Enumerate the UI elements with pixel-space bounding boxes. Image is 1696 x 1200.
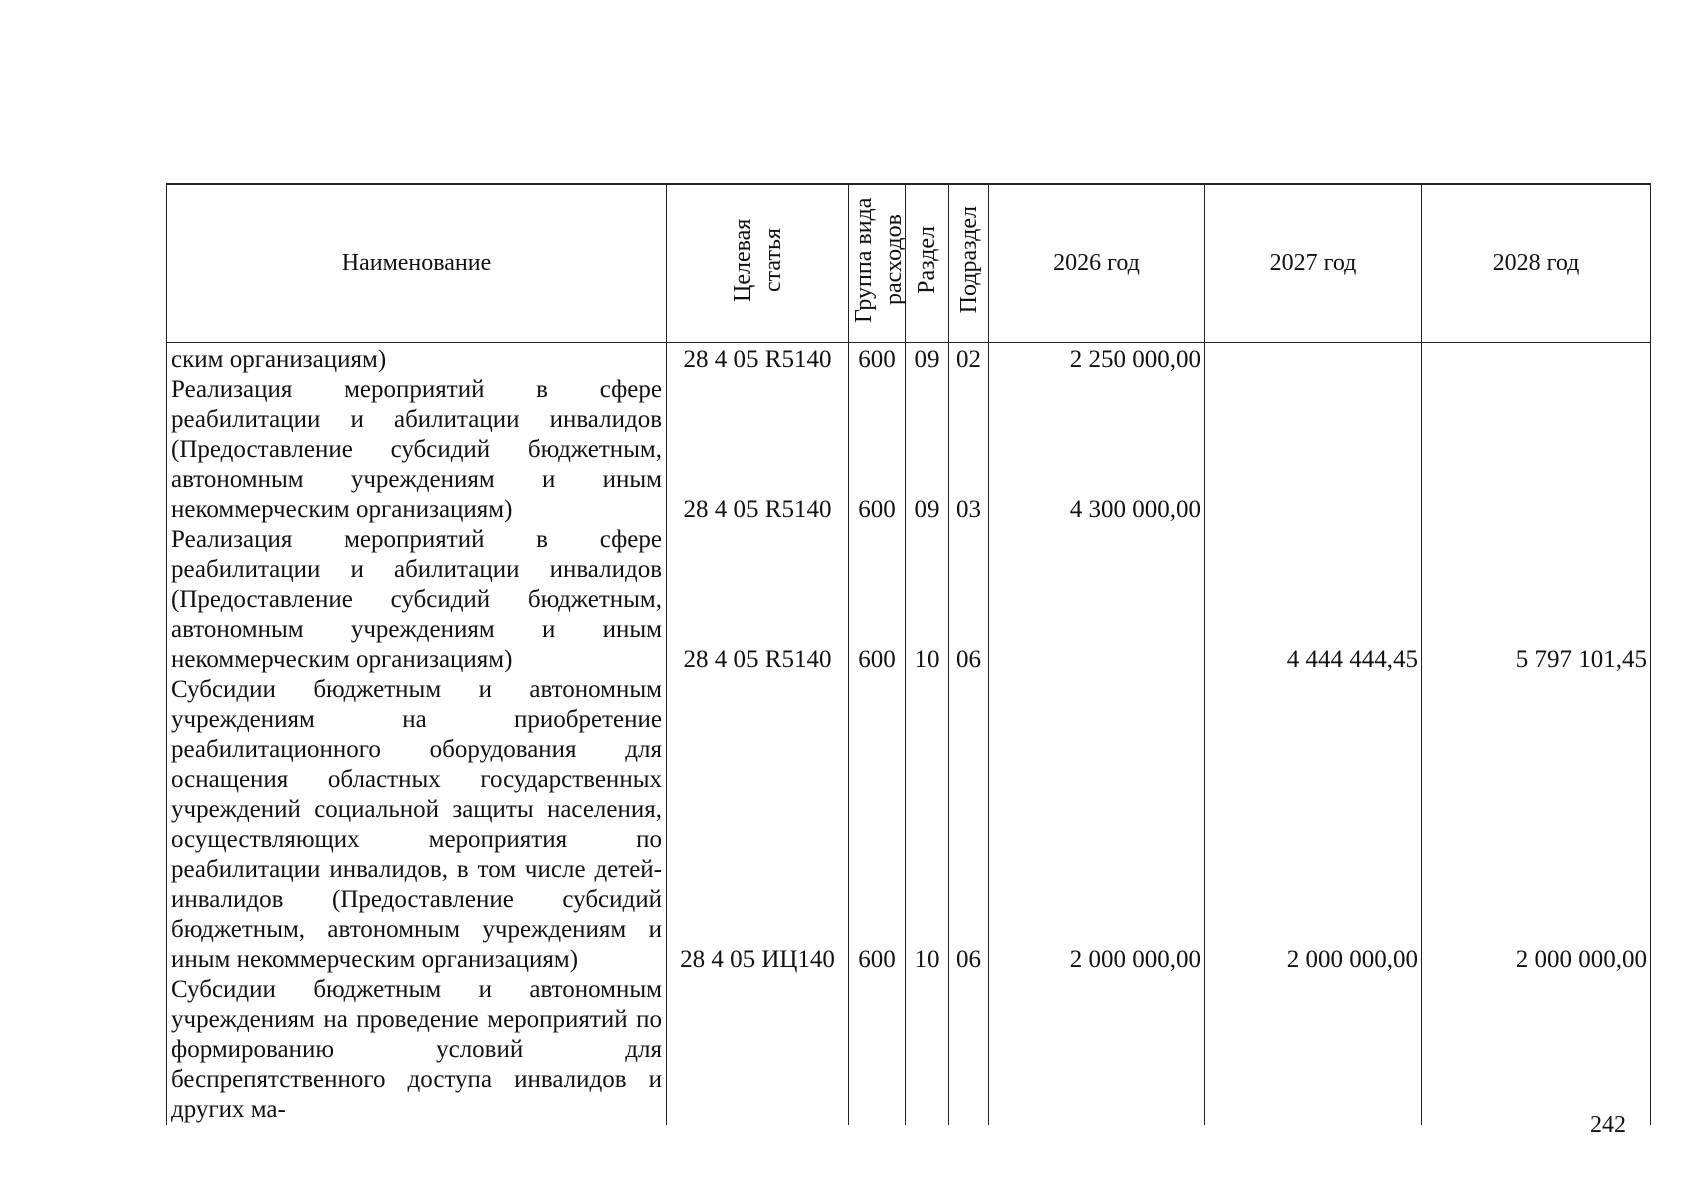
row-expense-group: 600 <box>849 675 906 975</box>
row-name: Субсидии бюджетным и автономным учреждениям на проведение мероприятий по формированию условий для беспрепятственного доступа инвалидов и других ма- <box>167 975 667 1125</box>
table-row <box>167 675 1651 975</box>
row-expense-group: 600 <box>849 375 906 525</box>
row-subsection: 06 <box>949 675 989 975</box>
header-row <box>167 184 1651 343</box>
row-section <box>906 975 949 1125</box>
row-name: Реализация мероприятий в сфере реабилитации и абилитации инвалидов (Предоставление субсидий бюджетным, автономным учреждениям и иным некоммерческим организациям) <box>167 375 667 525</box>
row-expense-group: 600 <box>849 343 906 376</box>
row-2026: 4 300 000,00 <box>989 375 1205 525</box>
header-2028: 2028 год <box>1422 184 1651 343</box>
row-2026 <box>989 525 1205 675</box>
budget-table <box>166 183 1651 1125</box>
row-2028 <box>1422 375 1651 525</box>
table-row <box>167 375 1651 525</box>
row-name: Субсидии бюджетным и автономным учреждениям на приобретение реабилитационного оборудования для оснащения областных государственных учреждений социальной защиты населения, осуществляющих мероприятия по реабилитации инвалидов, в том числе детей-инвалидов (Предоставление субсидий бюджетным, автономным учреждениям и иным некоммерческим организациям) <box>167 675 667 975</box>
row-2028 <box>1422 975 1651 1125</box>
row-2027: 2 000 000,00 <box>1205 675 1422 975</box>
row-section: 09 <box>906 343 949 376</box>
header-2027: 2027 год <box>1205 184 1422 343</box>
row-2026 <box>989 975 1205 1125</box>
row-subsection <box>949 975 989 1125</box>
row-target-article <box>667 975 849 1125</box>
row-expense-group: 600 <box>849 525 906 675</box>
table-row <box>167 343 1651 376</box>
row-target-article: 28 4 05 R5140 <box>667 525 849 675</box>
row-target-article: 28 4 05 ИЦ140 <box>667 675 849 975</box>
row-section: 10 <box>906 525 949 675</box>
row-target-article: 28 4 05 R5140 <box>667 375 849 525</box>
table-row <box>167 525 1651 675</box>
row-subsection: 06 <box>949 525 989 675</box>
header-2026: 2026 год <box>989 184 1205 343</box>
row-name: ским организациям) <box>167 343 667 376</box>
row-2026: 2 000 000,00 <box>989 675 1205 975</box>
row-expense-group <box>849 975 906 1125</box>
header-subsection: Подраздел <box>949 184 989 343</box>
row-2027 <box>1205 975 1422 1125</box>
row-2028: 2 000 000,00 <box>1422 675 1651 975</box>
row-section: 10 <box>906 675 949 975</box>
row-section: 09 <box>906 375 949 525</box>
row-2027 <box>1205 375 1422 525</box>
table-row <box>167 975 1651 1125</box>
row-2028 <box>1422 343 1651 376</box>
row-target-article: 28 4 05 R5140 <box>667 343 849 376</box>
header-expense-group: Группа вида расходов <box>849 184 906 343</box>
page-number: 242 <box>1590 1112 1626 1138</box>
row-2026: 2 250 000,00 <box>989 343 1205 376</box>
header-target-article: Целевая статья <box>667 184 849 343</box>
row-2027: 4 444 444,45 <box>1205 525 1422 675</box>
document-sheet <box>166 183 1650 1123</box>
header-section: Раздел <box>906 184 949 343</box>
row-2028: 5 797 101,45 <box>1422 525 1651 675</box>
row-2027 <box>1205 343 1422 376</box>
header-name: Наименование <box>167 184 667 343</box>
row-name: Реализация мероприятий в сфере реабилитации и абилитации инвалидов (Предоставление субсидий бюджетным, автономным учреждениям и иным некоммерческим организациям) <box>167 525 667 675</box>
row-subsection: 03 <box>949 375 989 525</box>
row-subsection: 02 <box>949 343 989 376</box>
